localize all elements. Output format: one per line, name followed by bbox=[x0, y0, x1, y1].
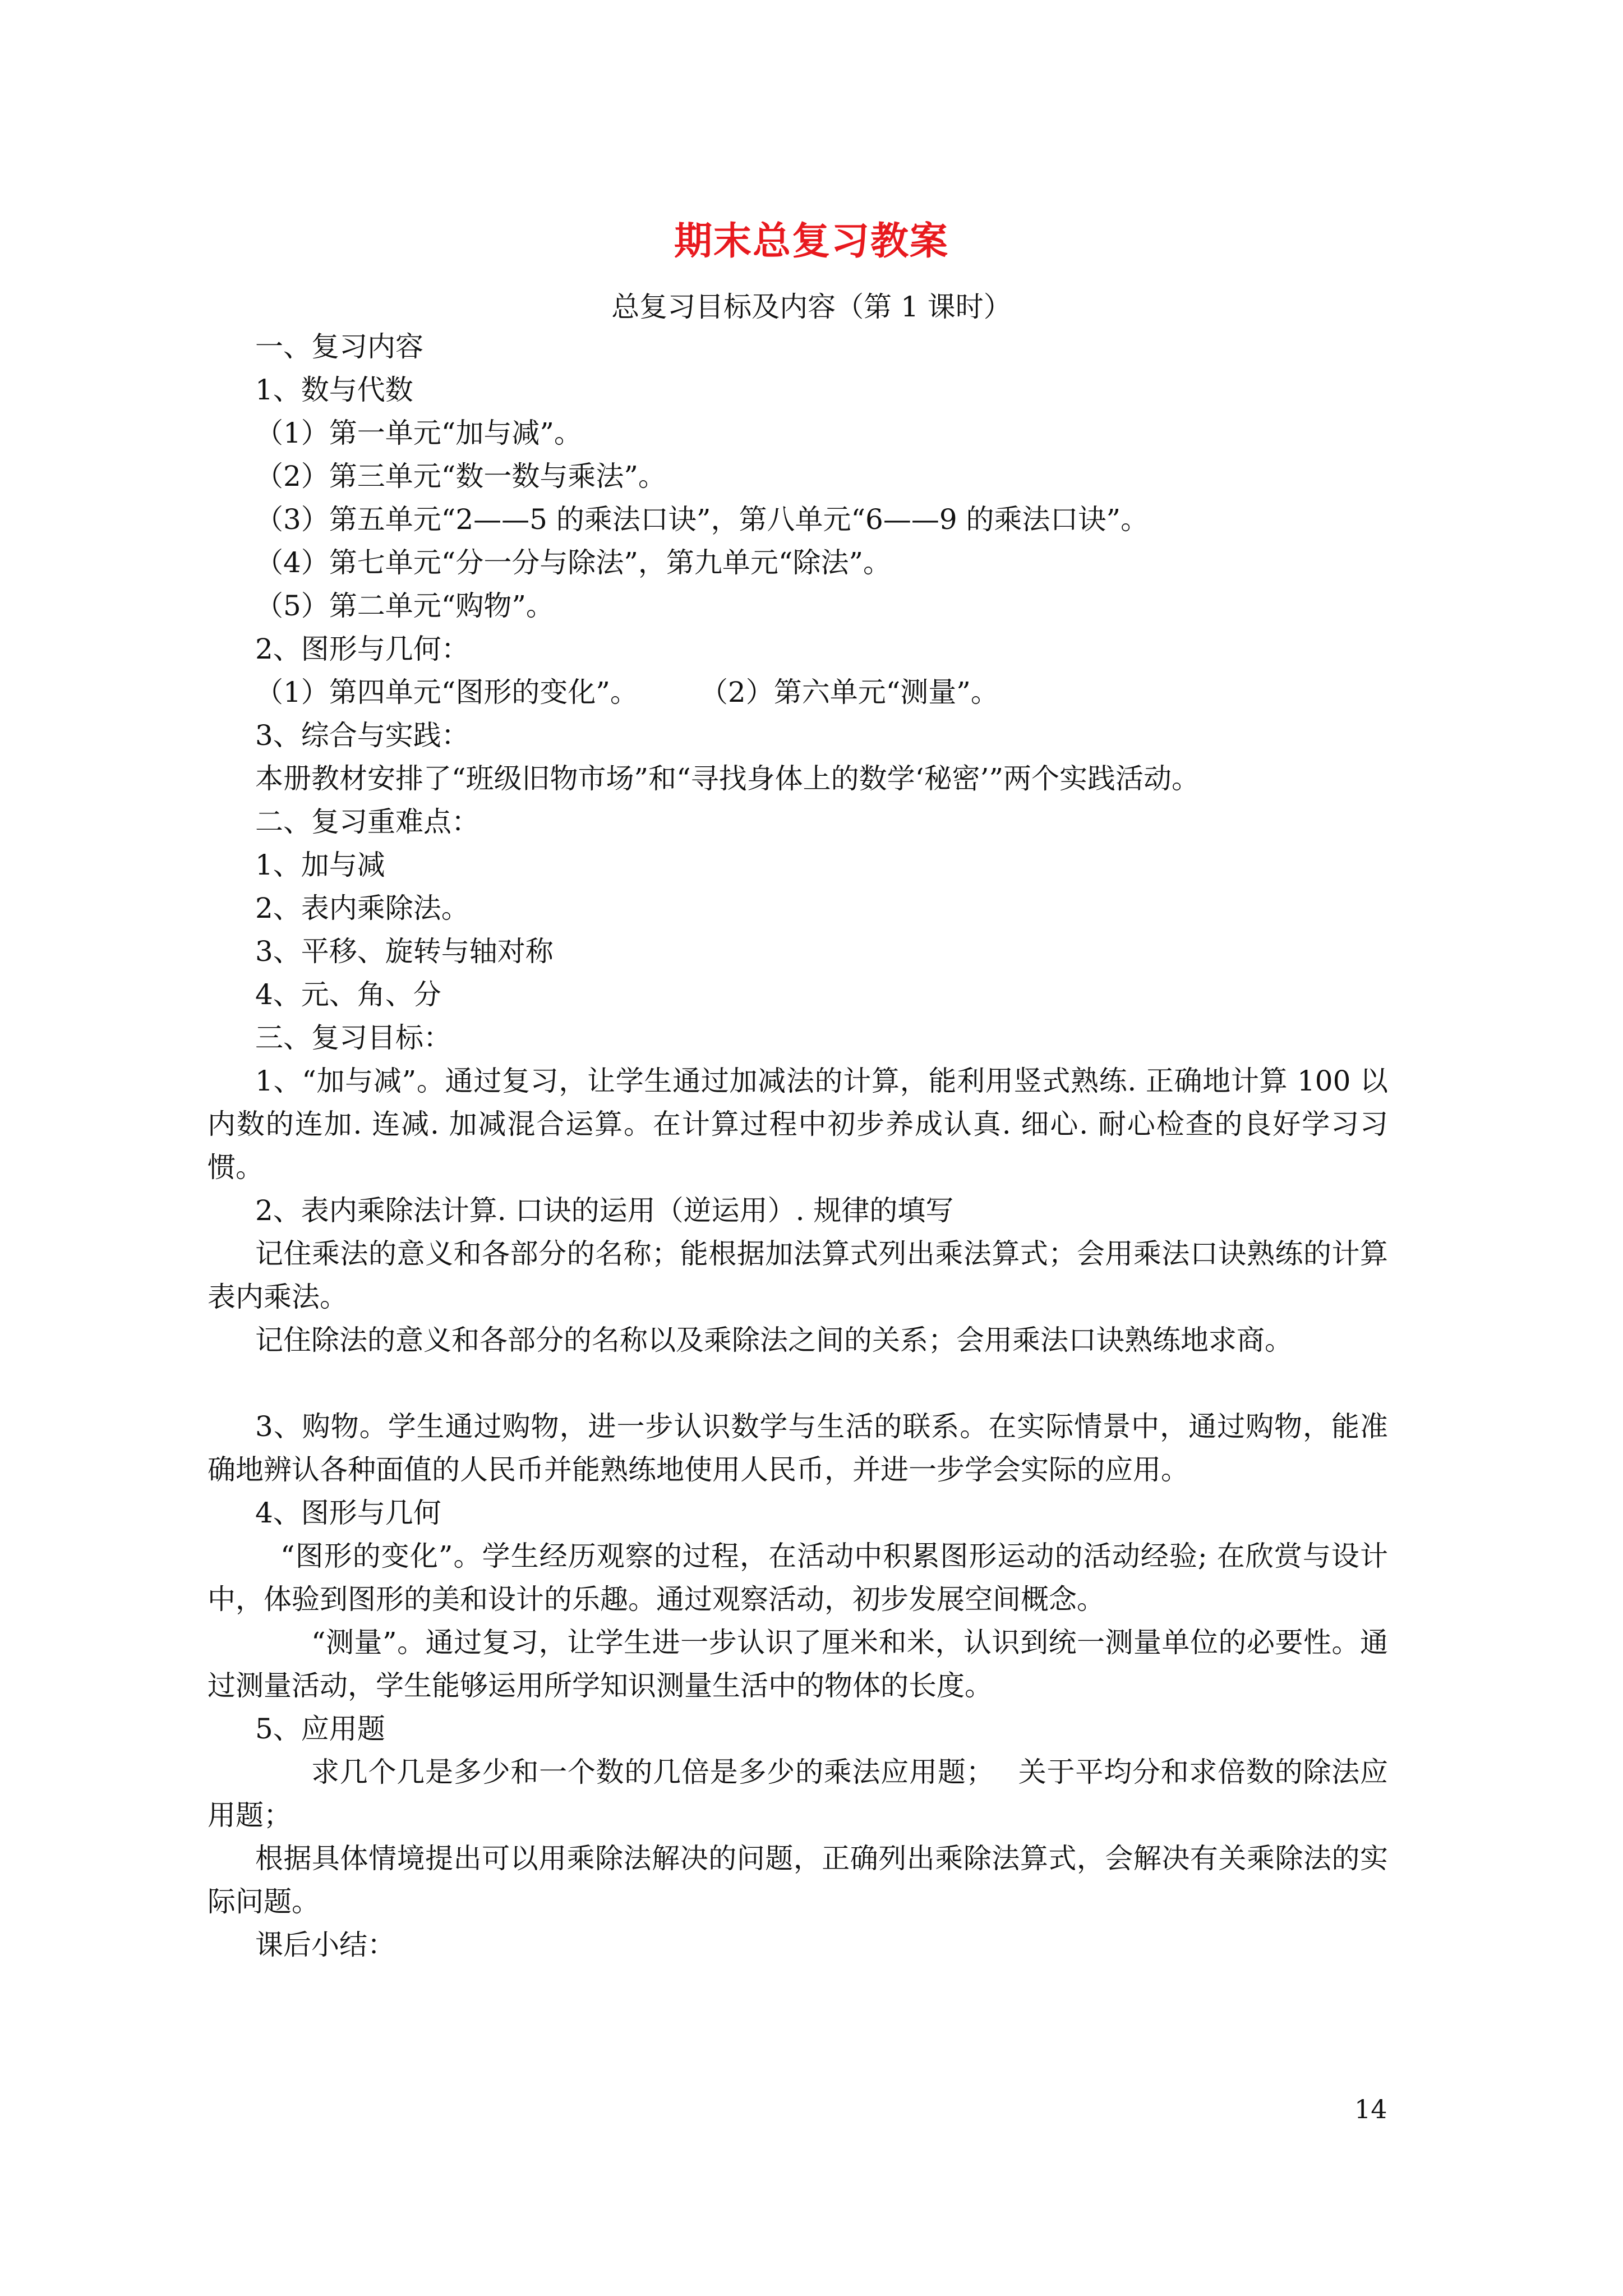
subsection-word-problems: 5、应用题 bbox=[255, 1713, 385, 1745]
paragraph: “测量”。通过复习，让学生进一步认识了厘米和米，认识到统一测量单位的必要性。通过测量活动，学生能够运用所学知识测量生活中的物体的长度。 bbox=[208, 1626, 1388, 1702]
list-item: （1）第一单元“加与减”。 bbox=[255, 417, 582, 449]
paragraph: 求几个几是多少和一个数的几倍是多少的乘法应用题； 关于平均分和求倍数的除法应用题； bbox=[208, 1756, 1388, 1832]
paragraph: “图形的变化”。学生经历观察的过程，在活动中积累图形运动的活动经验; 在欣赏与设计中，体验到图形的美和设计的乐趣。通过观察活动，初步发展空间概念。 bbox=[208, 1540, 1388, 1616]
blank-line bbox=[255, 1362, 1388, 1405]
subsection-geometry-goals: 4、图形与几何 bbox=[255, 1497, 441, 1529]
subsection-geometry: 2、图形与几何： bbox=[255, 633, 469, 665]
list-item: 1、加与减 bbox=[255, 849, 385, 881]
list-item: 3、平移、旋转与轴对称 bbox=[255, 935, 554, 968]
list-item: （4）第七单元“分一分与除法”，第九单元“除法”。 bbox=[255, 546, 892, 579]
list-item: （3）第五单元“2——5 的乘法口诀”，第八单元“6——9 的乘法口诀”。 bbox=[255, 503, 1149, 536]
paragraph: 记住乘法的意义和各部分的名称；能根据加法算式列出乘法算式；会用乘法口诀熟练的计算表内乘法。 bbox=[208, 1237, 1388, 1313]
paragraph: 1、“加与减”。通过复习，让学生通过加减法的计算，能利用竖式熟练. 正确地计算 100 以内数的连加. 连减. 加减混合运算。在计算过程中初步养成认真. 细心. 耐心检查的良好学习习惯。 bbox=[208, 1065, 1388, 1184]
summary-heading: 课后小结： bbox=[255, 1929, 395, 1961]
list-item: （5）第二单元“购物”。 bbox=[255, 590, 554, 622]
section-heading-review-content: 一、复习内容 bbox=[255, 330, 423, 363]
paragraph: 记住除法的意义和各部分的名称以及乘除法之间的关系；会用乘法口诀熟练地求商。 bbox=[255, 1324, 1293, 1356]
list-item: 4、元、角、分 bbox=[255, 978, 441, 1011]
paragraph: 本册教材安排了“班级旧物市场”和“寻找身体上的数学‘秘密’”两个实践活动。 bbox=[255, 762, 1200, 795]
page-number: 14 bbox=[1354, 2094, 1387, 2124]
section-heading-goals: 三、复习目标： bbox=[255, 1022, 451, 1054]
paragraph: 根据具体情境提出可以用乘除法解决的问题，正确列出乘除法算式，会解决有关乘除法的实际问题。 bbox=[208, 1842, 1388, 1918]
list-item: （2）第三单元“数一数与乘法”。 bbox=[255, 460, 666, 493]
paragraph: 3、购物。学生通过购物，进一步认识数学与生活的联系。在实际情景中，通过购物，能准确地辨认各种面值的人民币并能熟练地使用人民币，并进一步学会实际的应用。 bbox=[208, 1410, 1388, 1486]
list-item-pair bbox=[255, 671, 1388, 714]
document-body bbox=[208, 325, 1388, 1967]
list-item: 2、表内乘除法。 bbox=[255, 892, 469, 924]
list-item: （1）第四单元“图形的变化”。 bbox=[255, 676, 638, 708]
paragraph: 2、表内乘除法计算. 口诀的运用（逆运用）. 规律的填写 bbox=[255, 1194, 954, 1227]
document-title: 期末总复习教案 bbox=[674, 219, 949, 264]
section-heading-key-points: 二、复习重难点： bbox=[255, 806, 479, 838]
subsection-practice: 3、综合与实践： bbox=[255, 719, 469, 752]
document-subtitle: 总复习目标及内容（第 1 课时） bbox=[611, 291, 1012, 323]
list-item: （2）第六单元“测量”。 bbox=[699, 676, 999, 708]
subsection-number-algebra: 1、数与代数 bbox=[255, 374, 413, 406]
